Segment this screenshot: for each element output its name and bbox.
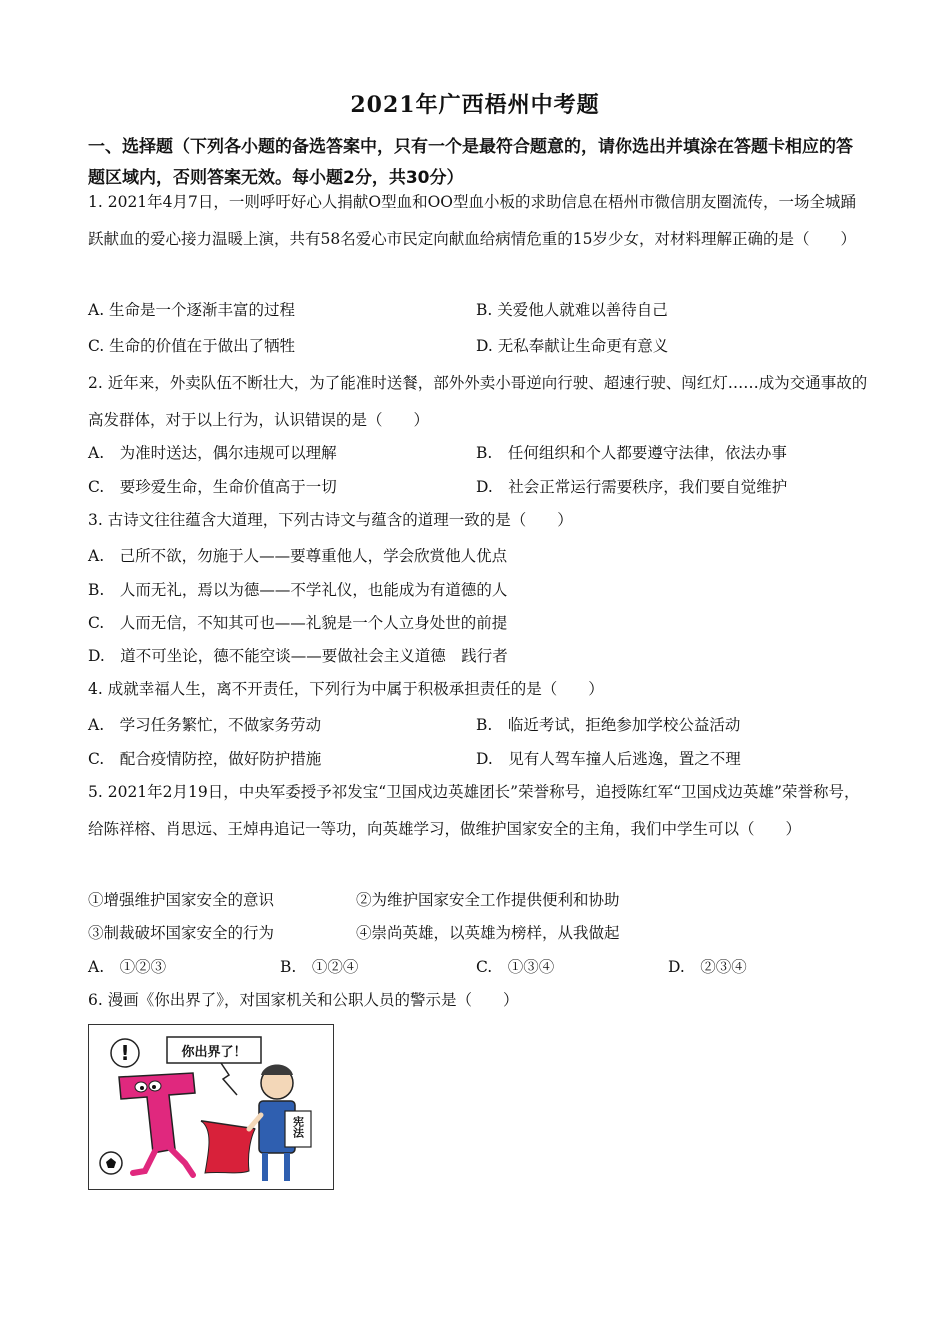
q2-option-c[interactable]: C. 要珍爱生命，生命价值高于一切 (88, 478, 337, 496)
q5-item-1: ①增强维护国家安全的意识 (88, 891, 275, 909)
cartoon-image (88, 1024, 334, 1190)
question-4-stem: 4. 成就幸福人生，离不开责任，下列行为中属于积极承担责任的是（ ） (88, 680, 604, 698)
q4-option-a[interactable]: A. 学习任务繁忙，不做家务劳动 (88, 716, 322, 734)
q1-option-c[interactable]: C. 生命的价值在于做出了牺牲 (88, 337, 296, 355)
character-pupil-right (152, 1085, 156, 1089)
question-1-stem: 1. 2021年4月7日，一则呼吁好心人捐献O型血和OO型血小板的求助信息在梧州市微信朋友圈流传，一场全城踊跃献血的爱心接力温暖上演，共有58名爱心市民定向献血给病情危重的15岁少女，对材料理解正确的是（ ） (88, 193, 857, 248)
q5-item-4: ④崇尚英雄，以英雄为榜样，从我做起 (356, 924, 620, 942)
cartoon-drawing (89, 1025, 333, 1189)
q5-option-a[interactable]: A. ①②③ (88, 958, 167, 976)
q5-item-2: ②为维护国家安全工作提供便利和协助 (356, 891, 620, 909)
question-2-stem: 2. 近年来，外卖队伍不断壮大，为了能准时送餐，部外外卖小哥逆向行驶、超速行驶、闯红灯……成为交通事故的高发群体，对于以上行为，认识错误的是（ ） (88, 374, 868, 429)
q5-option-d[interactable]: D. ②③④ (668, 958, 747, 976)
q4-option-d[interactable]: D. 见有人驾车撞人后逃逸，置之不理 (476, 750, 741, 768)
q3-option-a[interactable]: A. 己所不欲，勿施于人——要尊重他人，学会欣赏他人优点 (88, 547, 508, 565)
q2-option-b[interactable]: B. 任何组织和个人都要遵守法律，依法办事 (476, 444, 787, 462)
q5-option-b[interactable]: B. ①②④ (280, 958, 359, 976)
q1-option-b[interactable]: B. 关爱他人就难以善待自己 (476, 301, 668, 319)
q2-option-d[interactable]: D. 社会正常运行需要秩序，我们要自觉维护 (476, 478, 788, 496)
q4-option-b[interactable]: B. 临近考试，拒绝参加学校公益活动 (476, 716, 741, 734)
referee-hair (261, 1065, 293, 1076)
section-heading: 一、选择题（下列各小题的备选答案中，只有一个是最符合题意的，请你选出并填涂在答题卡相应的答题区域内，否则答案无效。每小题2分，共30分） (88, 137, 853, 188)
caption-text: 你出界了！ (181, 1045, 247, 1060)
q1-option-d[interactable]: D. 无私奉献让生命更有意义 (476, 337, 669, 355)
q3-option-c[interactable]: C. 人而无信，不知其可也——礼貌是一个人立身处世的前提 (88, 614, 508, 632)
q5-option-c[interactable]: C. ①③④ (476, 958, 555, 976)
question-3-stem: 3. 古诗文往往蕴含大道理，下列古诗文与蕴含的道理一致的是（ ） (88, 511, 573, 529)
q1-option-a[interactable]: A. 生命是一个逐渐丰富的过程 (88, 301, 296, 319)
exclaim-mark: ! (120, 1041, 130, 1065)
character-leg-left (133, 1151, 155, 1173)
character-pupil-left (140, 1086, 144, 1090)
page-title: 2021年广西梧州中考题 (350, 92, 600, 118)
sign-text: 宪法 (291, 1116, 305, 1138)
question-5-stem: 5. 2021年2月19日，中央军委授予祁发宝“卫国戍边英雄团长”荣誉称号，追授陈红军“卫国戍边英雄”荣誉称号，给陈祥榕、肖思远、王焯冉追记一等功，向英雄学习，做维护国家安全的主角，我们中学生可以（ ） (88, 783, 860, 838)
q5-item-3: ③制裁破坏国家安全的行为 (88, 924, 275, 942)
question-6-stem: 6. 漫画《你出界了》，对国家机关和公职人员的警示是（ ） (88, 991, 519, 1009)
q4-option-c[interactable]: C. 配合疫情防控，做好防护措施 (88, 750, 322, 768)
character-leg-right (169, 1147, 193, 1175)
q3-option-d[interactable]: D. 道不可坐论，德不能空谈——要做社会主义道德 践行者 (88, 647, 508, 665)
q3-option-b[interactable]: B. 人而无礼，焉以为德——不学礼仪，也能成为有道德的人 (88, 581, 508, 599)
speech-bolt (221, 1063, 237, 1095)
q2-option-a[interactable]: A. 为准时送达，偶尔违规可以理解 (88, 444, 337, 462)
